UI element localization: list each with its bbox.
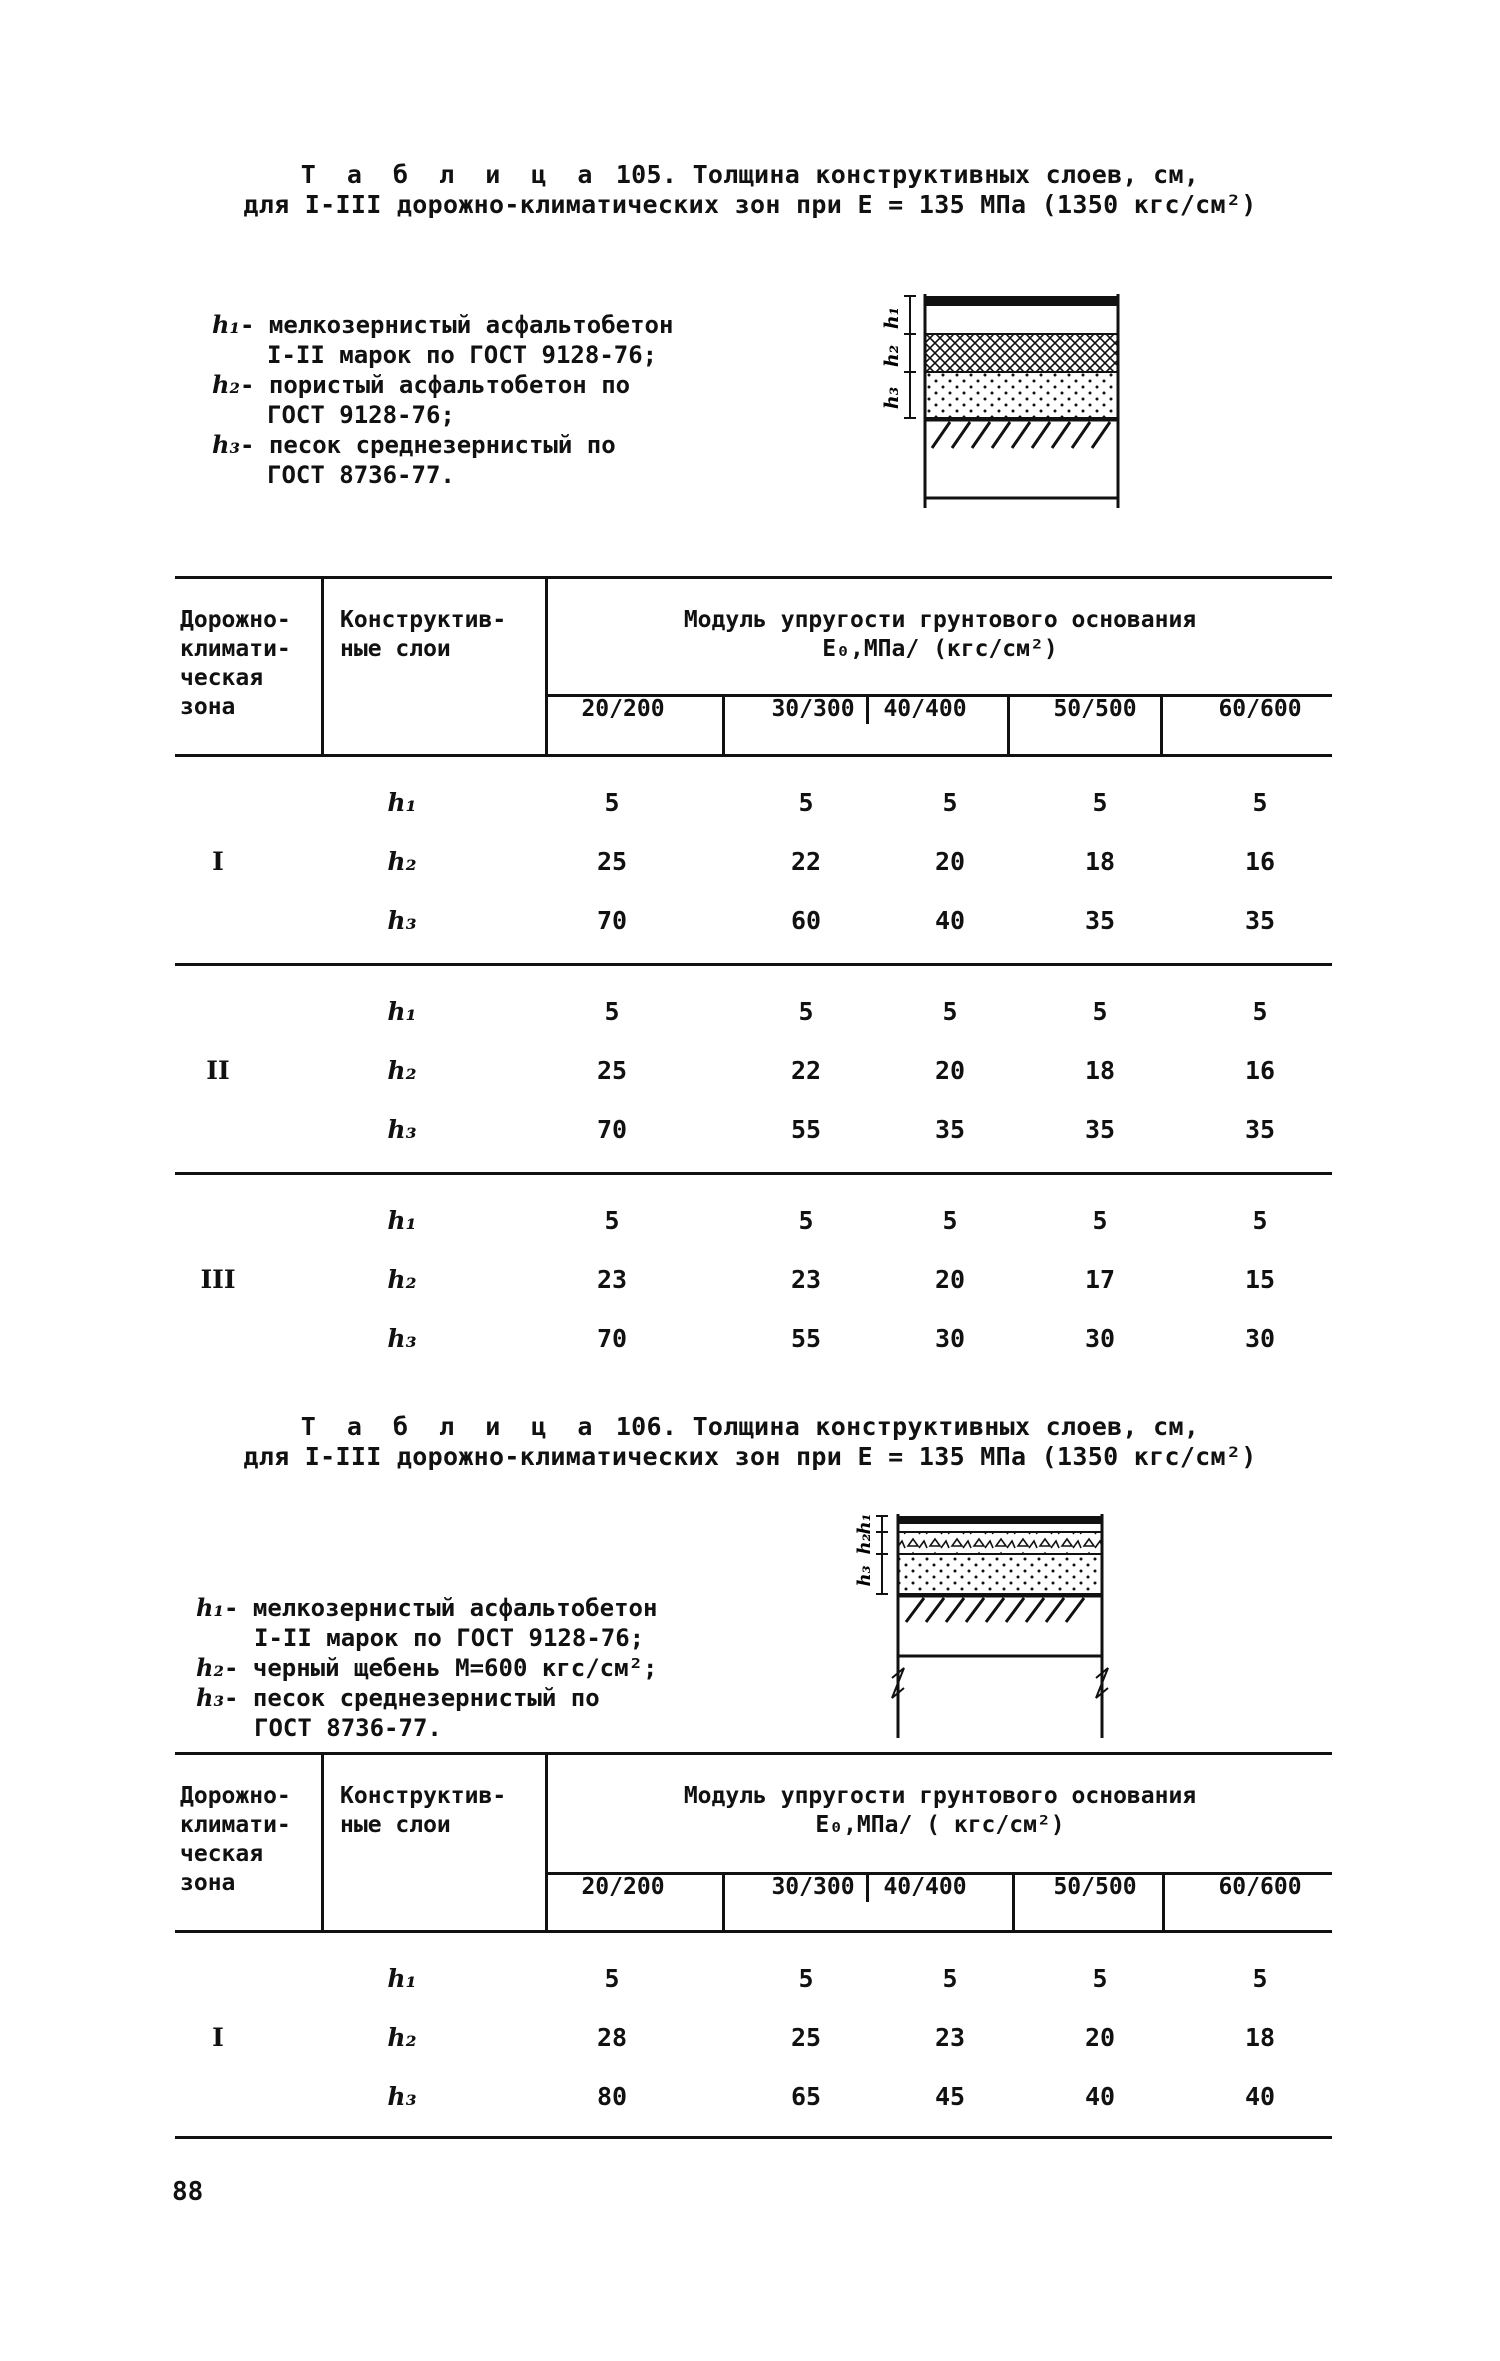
table-cell: 60 <box>790 906 822 935</box>
table105-caption-word: Т а б л и ц а <box>300 160 601 189</box>
table-cell: 5 <box>1252 1964 1268 1993</box>
layer-h3 <box>898 1554 1102 1594</box>
table-cell: 5 <box>604 788 620 817</box>
page-number: 88 <box>172 2177 204 2207</box>
table-rule <box>1162 1872 1165 1932</box>
table-cell: 20 <box>934 1265 966 1294</box>
table-cell: 5 <box>604 1206 620 1235</box>
table105-caption-line2: для I-III дорожно-климатических зон при E = 135 МПа (1350 кгс/см²) <box>243 190 1257 219</box>
table-cell: 40 <box>1084 2082 1116 2111</box>
table105-layers-header: Конструктив- ные слои <box>340 607 507 662</box>
layer-label: h₁ <box>387 997 417 1026</box>
table-cell: 35 <box>1244 906 1276 935</box>
layer-h2 <box>898 1532 1102 1554</box>
diagram-label-h2: h₂ <box>854 1533 875 1555</box>
table105-layer-diagram <box>870 288 1130 508</box>
table-cell: 40 <box>934 906 966 935</box>
layer-top-band <box>898 1516 1102 1524</box>
table-cell: 15 <box>1244 1265 1276 1294</box>
table-cell: 40 <box>1244 2082 1276 2111</box>
table-cell: 65 <box>790 2082 822 2111</box>
column-header: 50/500 <box>1053 1874 1137 1900</box>
table-cell: 23 <box>934 2023 966 2052</box>
table-cell: 45 <box>934 2082 966 2111</box>
legend-row: h₁- мелкозернистый асфальтобетон <box>196 1593 658 1622</box>
table-rule <box>175 1172 1332 1175</box>
layer-top-band <box>925 296 1118 306</box>
table-cell: 18 <box>1084 1056 1116 1085</box>
table-rule <box>545 1752 548 1932</box>
table-cell: 5 <box>1092 1964 1108 1993</box>
table-rule <box>175 1752 1332 1755</box>
legend-row: h₂- черный щебень М=600 кгс/см²; <box>196 1653 658 1682</box>
zone-label: I <box>212 847 224 876</box>
table-cell: 20 <box>934 1056 966 1085</box>
layer-label: h₂ <box>387 847 417 876</box>
legend-row: h₁- мелкозернистый асфальтобетон <box>212 310 674 339</box>
layer-label: h₃ <box>387 1115 417 1144</box>
table-cell: 5 <box>942 1206 958 1235</box>
table106-caption-line2: для I-III дорожно-климатических зон при E = 135 МПа (1350 кгс/см²) <box>243 1442 1257 1471</box>
diagram-label-h2: h₂ <box>881 344 903 368</box>
table-cell: 5 <box>604 997 620 1026</box>
table-cell: 30 <box>934 1324 966 1353</box>
table-cell: 5 <box>1252 788 1268 817</box>
table-cell: 20 <box>934 847 966 876</box>
table-cell: 35 <box>1084 906 1116 935</box>
table-cell: 5 <box>798 788 814 817</box>
table-cell: 25 <box>596 847 628 876</box>
table-cell: 25 <box>596 1056 628 1085</box>
soil-hatching <box>925 420 1118 448</box>
legend-row: h₂- пористый асфальтобетон по <box>212 370 631 399</box>
table-cell: 5 <box>798 1206 814 1235</box>
table-cell: 30 <box>1244 1324 1276 1353</box>
table-cell: 17 <box>1084 1265 1116 1294</box>
table-cell: 18 <box>1244 2023 1276 2052</box>
table-cell: 18 <box>1084 847 1116 876</box>
column-header: 50/500 <box>1053 696 1137 722</box>
table-rule <box>175 576 1332 579</box>
table-cell: 5 <box>798 1964 814 1993</box>
table-cell: 80 <box>596 2082 628 2111</box>
table-cell: 5 <box>1252 997 1268 1026</box>
table-cell: 55 <box>790 1324 822 1353</box>
table-cell: 35 <box>1244 1115 1276 1144</box>
table-cell: 5 <box>942 997 958 1026</box>
table106-zone-header: Дорожно- климати- ческая зона <box>180 1783 291 1896</box>
layer-label: h₃ <box>387 906 417 935</box>
table106-layers-header: Конструктив- ные слои <box>340 1783 507 1838</box>
layer-label: h₃ <box>387 2082 417 2111</box>
column-header: 20/200 <box>581 696 665 722</box>
zone-label: I <box>212 2023 224 2052</box>
layer-h2 <box>925 334 1118 372</box>
table-rule <box>1012 1872 1015 1932</box>
table-rule <box>175 2136 1332 2139</box>
table105-caption-line1: 105. Толщина конструктивных слоев, см, <box>615 160 1200 189</box>
table-rule <box>866 1872 869 1902</box>
table-cell: 70 <box>596 906 628 935</box>
table-cell: 20 <box>1084 2023 1116 2052</box>
table-cell: 28 <box>596 2023 628 2052</box>
diagram-label-h1: h₁ <box>881 306 903 330</box>
table-rule <box>321 1752 324 1932</box>
table-cell: 70 <box>596 1115 628 1144</box>
zone-label: II <box>206 1056 230 1085</box>
table-cell: 5 <box>1092 1206 1108 1235</box>
table-rule <box>866 694 869 724</box>
table-cell: 70 <box>596 1324 628 1353</box>
legend-row: ГОСТ 8736-77. <box>254 1714 442 1742</box>
table-cell: 55 <box>790 1115 822 1144</box>
table-cell: 5 <box>1092 788 1108 817</box>
layer-label: h₁ <box>387 788 417 817</box>
column-header: 30/300 <box>771 696 855 722</box>
table-rule <box>321 576 324 756</box>
legend-row: ГОСТ 8736-77. <box>267 461 455 489</box>
table-rule <box>545 576 548 756</box>
column-header: 40/400 <box>883 696 967 722</box>
table106-caption-line1: 106. Толщина конструктивных слоев, см, <box>615 1412 1200 1441</box>
soil-hatching <box>898 1596 1102 1622</box>
layer-h3 <box>925 372 1118 418</box>
table-cell: 5 <box>1092 997 1108 1026</box>
table-cell: 5 <box>604 1964 620 1993</box>
legend-row: h₃- песок среднезернистый по <box>196 1683 600 1712</box>
column-header: 40/400 <box>883 1874 967 1900</box>
legend-row: I-II марок по ГОСТ 9128-76; <box>267 341 658 369</box>
table-cell: 5 <box>798 997 814 1026</box>
table-cell: 25 <box>790 2023 822 2052</box>
table106-caption <box>0 1412 1500 1472</box>
table-rule <box>722 1872 725 1932</box>
table-cell: 5 <box>942 788 958 817</box>
table-cell: 5 <box>942 1964 958 1993</box>
column-header: 30/300 <box>771 1874 855 1900</box>
legend-row: I-II марок по ГОСТ 9128-76; <box>254 1624 645 1652</box>
layer-label: h₂ <box>387 1265 417 1294</box>
table105-modulus-header: Модуль упругости грунтового основания E₀,МПа/ (кгс/см²) <box>683 607 1197 662</box>
column-header: 60/600 <box>1218 1874 1302 1900</box>
table-rule <box>175 963 1332 966</box>
table-cell: 5 <box>1252 1206 1268 1235</box>
legend-row: h₃- песок среднезернистый по <box>212 430 616 459</box>
layer-label: h₃ <box>387 1324 417 1353</box>
layer-label: h₂ <box>387 2023 417 2052</box>
table-cell: 22 <box>790 847 822 876</box>
table-cell: 23 <box>596 1265 628 1294</box>
table105-legend <box>212 310 673 490</box>
table-cell: 30 <box>1084 1324 1116 1353</box>
table-cell: 16 <box>1244 847 1276 876</box>
column-header: 20/200 <box>581 1874 665 1900</box>
table-rule <box>1160 694 1163 756</box>
table105-caption <box>0 160 1500 220</box>
legend-row: ГОСТ 9128-76; <box>267 401 455 429</box>
layer-label: h₁ <box>387 1206 417 1235</box>
table-rule <box>722 694 725 756</box>
table-cell: 16 <box>1244 1056 1276 1085</box>
column-header: 60/600 <box>1218 696 1302 722</box>
layer-label: h₁ <box>387 1964 417 1993</box>
zone-label: III <box>200 1265 236 1294</box>
table-cell: 35 <box>934 1115 966 1144</box>
table-cell: 23 <box>790 1265 822 1294</box>
table-cell: 35 <box>1084 1115 1116 1144</box>
table106-legend <box>196 1593 657 1743</box>
table105-zone-header: Дорожно- климати- ческая зона <box>180 607 291 720</box>
table-cell: 22 <box>790 1056 822 1085</box>
table-rule <box>175 1930 1332 1933</box>
table106-modulus-header: Модуль упругости грунтового основания E₀,МПа/ ( кгс/см²) <box>683 1783 1197 1838</box>
table106-layer-diagram <box>840 1508 1120 1738</box>
diagram-label-h1: h₁ <box>854 1513 875 1535</box>
diagram-label-h3: h₃ <box>854 1565 875 1587</box>
layer-label: h₂ <box>387 1056 417 1085</box>
table106-caption-word: Т а б л и ц а <box>300 1412 601 1441</box>
table-rule <box>1007 694 1010 756</box>
diagram-label-h3: h₃ <box>881 386 903 410</box>
table-rule <box>175 754 1332 757</box>
